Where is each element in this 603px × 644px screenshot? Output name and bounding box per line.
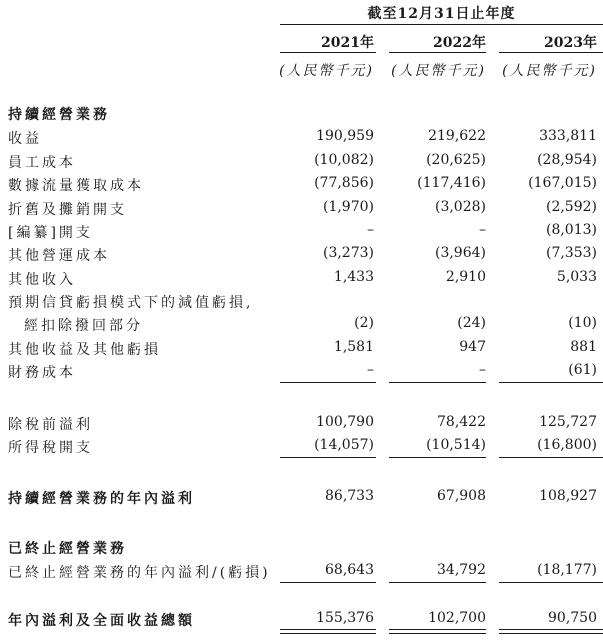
row-label-other-gains: 其他收益及其他虧損 [8, 342, 161, 358]
cell-total-income-2021: 155,376 [316, 610, 374, 626]
year-rule-2023 [499, 52, 603, 53]
row-label-finance-costs: 財務成本 [8, 365, 76, 381]
discontinued-rule-2023 [499, 582, 603, 583]
cell-other-gains-2022: 947 [459, 339, 486, 355]
section-continuing-operations: 持續經營業務 [8, 107, 110, 123]
cell-depreciation-2023: (2,592) [545, 199, 597, 215]
tax-rule-2023 [499, 457, 603, 458]
cell-revenue-2021: 190,959 [316, 128, 374, 144]
tax-rule-2022 [389, 457, 486, 458]
cell-finance-costs-2023: (61) [568, 362, 597, 378]
cell-other-gains-2023: 881 [570, 339, 597, 355]
cell-continuing-profit-2023: 108,927 [539, 488, 597, 504]
total-double-rule-2022 [389, 629, 486, 634]
year-2021-header: 2021年 [321, 35, 374, 51]
subtotal-rule-2023 [499, 382, 603, 383]
subtotal-rule-2022 [389, 382, 486, 383]
cell-other-income-2022: 2,910 [445, 269, 486, 285]
cell-discontinued-profit-2022: 34,792 [437, 562, 486, 578]
cell-continuing-profit-2022: 67,908 [437, 488, 486, 504]
cell-staff-costs-2022: (20,625) [426, 152, 486, 168]
cell-discontinued-profit-2021: 68,643 [325, 562, 374, 578]
cell-traffic-costs-2022: (117,416) [417, 175, 486, 191]
cell-revenue-2022: 219,622 [428, 128, 486, 144]
cell-other-operating-costs-2021: (3,273) [322, 245, 374, 261]
cell-finance-costs-2022: – [479, 362, 486, 378]
cell-impairment-2021: (2) [354, 315, 374, 331]
cell-profit-before-tax-2021: 100,790 [316, 414, 374, 430]
cell-staff-costs-2021: (10,082) [314, 152, 374, 168]
year-rule-2021 [280, 52, 376, 53]
cell-other-income-2021: 1,433 [333, 269, 374, 285]
cell-income-tax-2021: (14,057) [314, 437, 374, 453]
unit-2023: (人民幣千元) [502, 63, 597, 79]
tax-rule-2021 [280, 457, 376, 458]
row-label-discontinued-profit: 已終止經營業務的年內溢利/(虧損) [8, 565, 271, 581]
cell-profit-before-tax-2022: 78,422 [437, 414, 486, 430]
row-label-traffic-costs: 數據流量獲取成本 [8, 178, 144, 194]
row-label-listing-expenses: [編纂]開支 [8, 225, 93, 241]
cell-listing-expenses-2021: – [367, 222, 374, 238]
subtotal-rule-2021 [280, 382, 376, 383]
row-label-other-operating-costs: 其他營運成本 [8, 248, 110, 264]
cell-depreciation-2022: (3,028) [434, 199, 486, 215]
cell-total-income-2022: 102,700 [428, 610, 486, 626]
cell-other-gains-2021: 1,581 [333, 339, 374, 355]
discontinued-rule-2022 [389, 582, 486, 583]
row-label-impairment-line1: 預期信貸虧損模式下的減值虧損, [8, 295, 254, 311]
header-rule [280, 24, 603, 25]
row-label-continuing-profit: 持續經營業務的年內溢利 [8, 491, 195, 507]
unit-2021: (人民幣千元) [279, 63, 374, 79]
cell-other-income-2023: 5,033 [556, 269, 597, 285]
cell-depreciation-2021: (1,970) [322, 199, 374, 215]
cell-discontinued-profit-2023: (18,177) [537, 562, 597, 578]
discontinued-rule-2021 [280, 582, 376, 583]
row-label-total-comprehensive-income: 年內溢利及全面收益總額 [8, 613, 195, 629]
cell-impairment-2022: (24) [457, 315, 486, 331]
cell-finance-costs-2021: – [367, 362, 374, 378]
row-label-revenue: 收益 [8, 131, 42, 147]
section-discontinued-operations: 已終止經營業務 [8, 541, 127, 557]
cell-listing-expenses-2023: (8,013) [545, 222, 597, 238]
cell-continuing-profit-2021: 86,733 [325, 488, 374, 504]
year-rule-2022 [389, 52, 486, 53]
row-label-other-income: 其他收入 [8, 272, 76, 288]
row-label-staff-costs: 員工成本 [8, 155, 76, 171]
cell-staff-costs-2023: (28,954) [537, 152, 597, 168]
cell-other-operating-costs-2023: (7,353) [545, 245, 597, 261]
unit-2022: (人民幣千元) [391, 63, 486, 79]
cell-total-income-2023: 90,750 [548, 610, 597, 626]
cell-impairment-2023: (10) [568, 315, 597, 331]
cell-traffic-costs-2021: (77,856) [314, 175, 374, 191]
cell-revenue-2023: 333,811 [539, 128, 597, 144]
cell-other-operating-costs-2022: (3,964) [434, 245, 486, 261]
cell-income-tax-2023: (16,800) [537, 437, 597, 453]
total-double-rule-2021 [280, 629, 376, 634]
row-label-impairment-line2: 經扣除撥回部分 [24, 318, 143, 334]
cell-income-tax-2022: (10,514) [426, 437, 486, 453]
year-2023-header: 2023年 [544, 35, 597, 51]
cell-profit-before-tax-2023: 125,727 [539, 414, 597, 430]
total-double-rule-2023 [499, 629, 603, 634]
cell-traffic-costs-2023: (167,015) [528, 175, 597, 191]
period-header: 截至12月31日止年度 [367, 6, 516, 22]
cell-listing-expenses-2022: – [479, 222, 486, 238]
row-label-profit-before-tax: 除稅前溢利 [8, 417, 93, 433]
row-label-depreciation: 折舊及攤銷開支 [8, 202, 127, 218]
year-2022-header: 2022年 [433, 35, 486, 51]
row-label-income-tax: 所得稅開支 [8, 440, 93, 456]
